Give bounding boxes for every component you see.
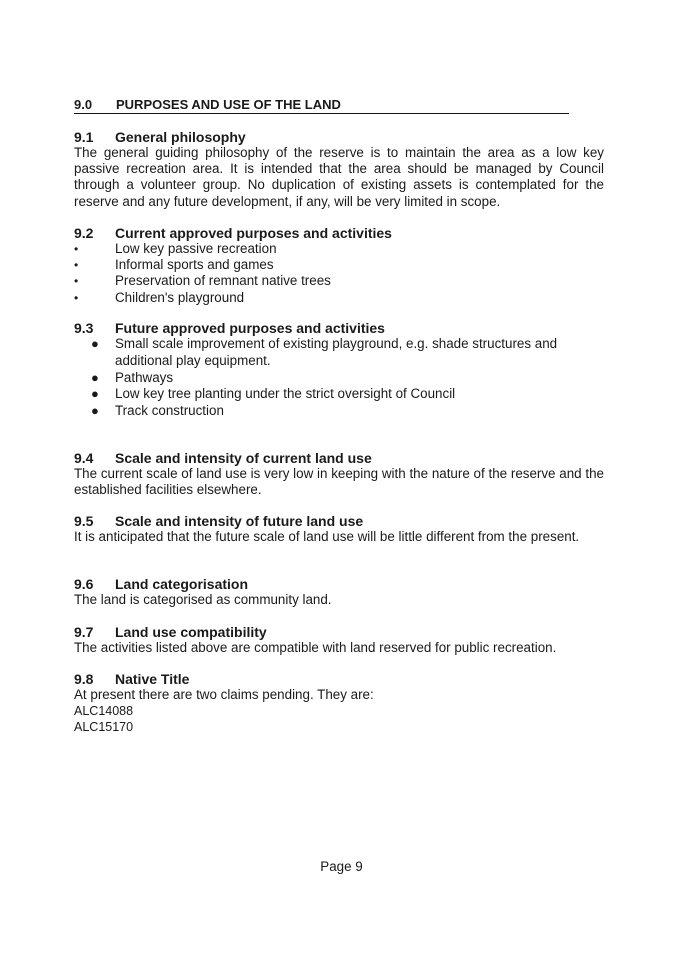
section-number: 9.3: [74, 320, 94, 336]
section-title: Scale and intensity of current land use: [115, 450, 372, 466]
section-9-1: [74, 129, 604, 210]
section-number: 9.8: [74, 671, 94, 687]
section-body: The activities listed above are compatible with land reserved for public recreation.: [74, 640, 557, 655]
list-item-text: Small scale improvement of existing playground, e.g. shade structures and additional play equipment.: [115, 336, 558, 368]
section-9-6: [74, 576, 604, 608]
section-title: Current approved purposes and activities: [115, 225, 392, 241]
section-9-3: [74, 320, 604, 420]
section-heading-9-8: [74, 671, 604, 687]
list-item-text: Low key passive recreation: [115, 241, 277, 256]
claim-id: ALC14088: [74, 704, 134, 719]
list-item: [74, 241, 604, 257]
section-9-5: [74, 513, 604, 545]
section-heading-9-1: [74, 129, 604, 145]
section-title: Scale and intensity of future land use: [115, 513, 364, 529]
section-number: 9.5: [74, 513, 94, 529]
bullet-icon: •: [74, 242, 79, 256]
list-item-text: Informal sports and games: [115, 257, 274, 273]
list-item-text: Track construction: [115, 403, 224, 419]
section-heading-9-4: [74, 450, 604, 466]
bullet-icon: •: [74, 290, 79, 305]
section-number: 9.2: [74, 225, 94, 241]
section-heading-9-2: [74, 225, 604, 241]
section-heading-9-0: [74, 97, 569, 114]
section-body: It is anticipated that the future scale of land use will be little different from the present.: [74, 529, 580, 544]
claim-id: ALC15170: [74, 720, 134, 735]
section-title: General philosophy: [115, 129, 246, 145]
bullet-icon: ●: [91, 369, 99, 385]
bullet-icon: •: [74, 274, 79, 289]
section-heading-9-5: [74, 513, 604, 529]
section-9-8: [74, 671, 604, 735]
section-number: 9.7: [74, 624, 94, 640]
bullet-icon: ●: [91, 386, 99, 402]
section-9-4: [74, 450, 604, 498]
section-body: At present there are two claims pending. They are:: [74, 687, 374, 702]
section-number: 9.0: [74, 97, 93, 112]
section-body: The current scale of land use is very low in keeping with the nature of the reserve and the established facilities elsewhere.: [74, 466, 604, 498]
list-item-text: Low key tree planting under the strict oversight of Council: [115, 386, 456, 402]
future-activities-list: [74, 336, 604, 420]
section-title: Land categorisation: [115, 576, 249, 592]
list-item: [74, 403, 604, 420]
section-title: Land use compatibility: [115, 624, 267, 640]
section-title: Native Title: [115, 671, 190, 687]
list-item-text: Children's playground: [115, 289, 245, 305]
list-item: [74, 257, 604, 273]
section-9-7: [74, 624, 604, 656]
section-heading-9-7: [74, 624, 604, 640]
list-item: [74, 386, 604, 403]
section-title: Future approved purposes and activities: [115, 320, 385, 336]
list-item-text: Preservation of remnant native trees: [115, 273, 331, 289]
current-activities-list: [74, 241, 604, 306]
section-heading-9-6: [74, 576, 604, 592]
page-number: Page 9: [320, 859, 363, 874]
list-item-text: Pathways: [115, 369, 174, 385]
section-title: PURPOSES AND USE OF THE LAND: [116, 97, 341, 112]
section-body: The land is categorised as community land.: [74, 592, 332, 607]
section-number: 9.4: [74, 450, 94, 466]
section-number: 9.1: [74, 129, 94, 145]
list-item: [74, 370, 604, 387]
section-body: The general guiding philosophy of the reserve is to maintain the area as a low key passive recreation area. It is intended that the area should be managed by Council through a volunteer group. No duplication of existing assets is contemplated for the reserve and any future development, if any, will be very limited in scope.: [74, 145, 604, 209]
section-9-2: [74, 225, 604, 306]
list-item: [74, 290, 604, 306]
bullet-icon: ●: [91, 403, 99, 419]
section-heading-9-3: [74, 320, 604, 336]
bullet-icon: ●: [91, 336, 99, 351]
section-number: 9.6: [74, 576, 94, 592]
list-item: [74, 273, 604, 289]
list-item: [74, 336, 604, 370]
bullet-icon: •: [74, 258, 79, 273]
